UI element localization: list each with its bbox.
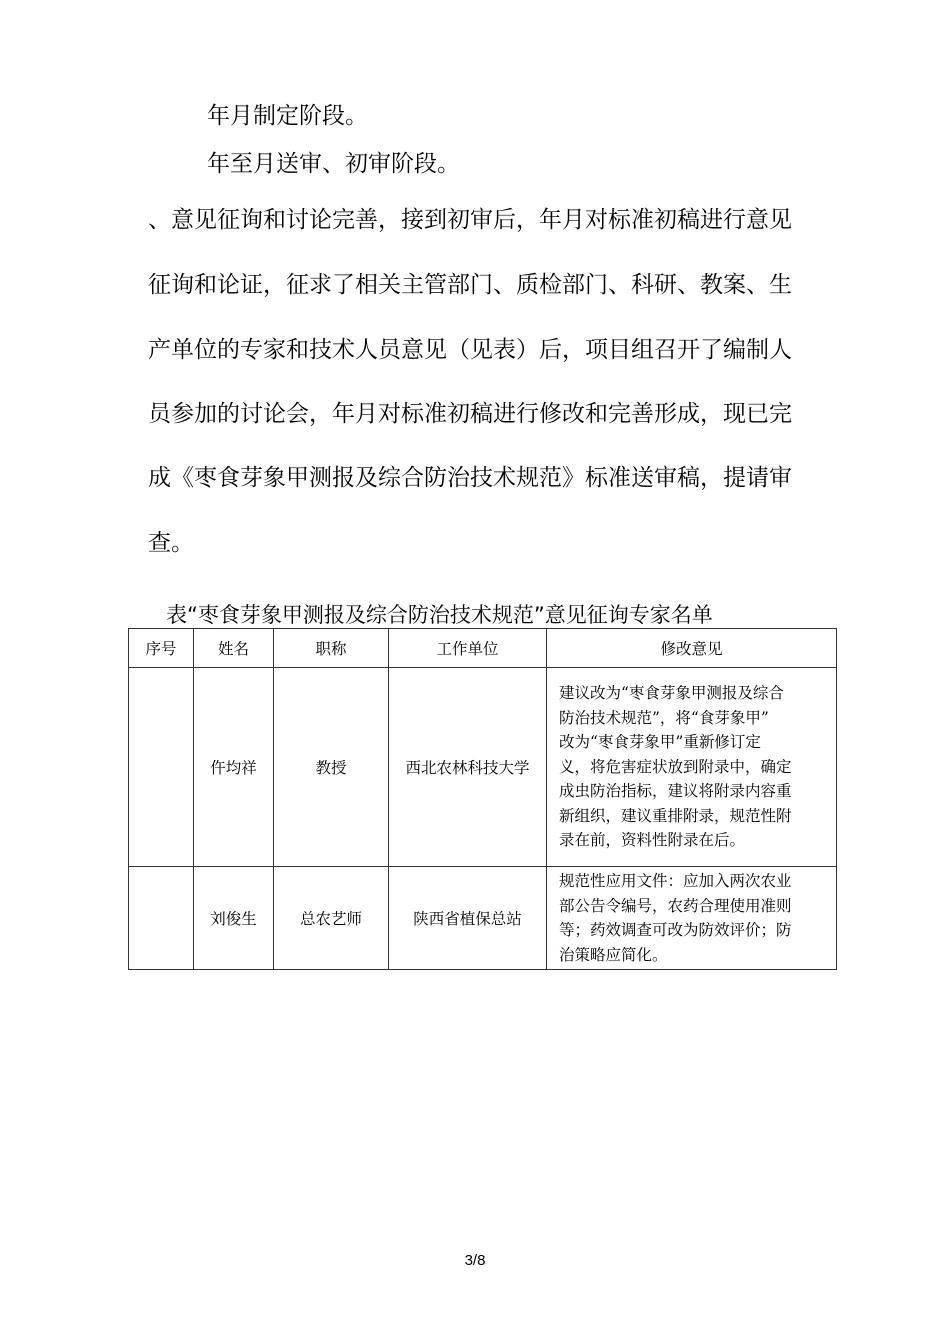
opinion-line: 部公告令编号，农药合理使用准则: [559, 896, 792, 915]
opinion-line: 规范性应用文件：应加入两次农业: [559, 872, 792, 890]
cell-title: 总农艺师: [274, 867, 389, 970]
table-row: [129, 867, 837, 970]
paragraph-line: 查。: [148, 530, 194, 556]
table-row: [129, 668, 837, 867]
opinion-line: 新组织，建议重排附录，规范性附: [559, 806, 792, 825]
paragraph-line: 员参加的讨论会，年月对标准初稿进行修改和完善形成，现已完: [148, 401, 792, 427]
table-header-row: [129, 629, 837, 668]
paragraph-line: 产单位的专家和技术人员意见（见表）后，项目组召开了编制人: [148, 337, 792, 363]
table-caption: 表“枣食芽象甲测报及综合防治技术规范”意见征询专家名单: [166, 603, 713, 627]
opinion-line: 改为“枣食芽象甲”重新修订定: [559, 733, 761, 752]
opinion-line: 录在前，资料性附录在后。: [559, 831, 746, 850]
expert-table: [128, 628, 837, 970]
cell-name: 仵均祥: [194, 668, 274, 867]
paragraph-line: 年至月送审、初审阶段。: [207, 151, 460, 177]
cell-unit: 陕西省植保总站: [389, 867, 547, 970]
cell-title: 教授: [274, 668, 389, 867]
paragraph-line: 年月制定阶段。: [207, 103, 368, 129]
header-opinion: 修改意见: [547, 629, 837, 668]
cell-index: [129, 668, 194, 867]
opinion-line: 防治技术规范”，将“食芽象甲”: [559, 708, 769, 727]
opinion-line: 义，将危害症状放到附录中，确定: [559, 757, 792, 776]
cell-opinion: [547, 867, 837, 970]
opinion-line: 建议改为“枣食芽象甲测报及综合: [559, 684, 784, 703]
paragraph-line: 、意见征询和讨论完善，接到初审后，年月对标准初稿进行意见: [148, 207, 792, 233]
paragraph-line: 成《枣食芽象甲测报及综合防治技术规范》标准送审稿，提请审: [148, 465, 792, 491]
cell-name: 刘俊生: [194, 867, 274, 970]
opinion-line: 等；药效调查可改为防效评价；防: [559, 921, 792, 939]
header-index: 序号: [129, 629, 194, 668]
cell-index: [129, 867, 194, 970]
opinion-line: 成虫防治指标，建议将附录内容重: [559, 782, 792, 801]
opinion-line: 治策略应简化。: [559, 945, 668, 964]
cell-unit: 西北农林科技大学: [389, 668, 547, 867]
header-unit: 工作单位: [389, 629, 547, 668]
header-name: 姓名: [194, 629, 274, 668]
cell-opinion: [547, 668, 837, 867]
header-title: 职称: [274, 629, 389, 668]
paragraph-line: 征询和论证，征求了相关主管部门、质检部门、科研、教案、生: [148, 272, 792, 298]
page-number: 3/8: [464, 1252, 486, 1269]
